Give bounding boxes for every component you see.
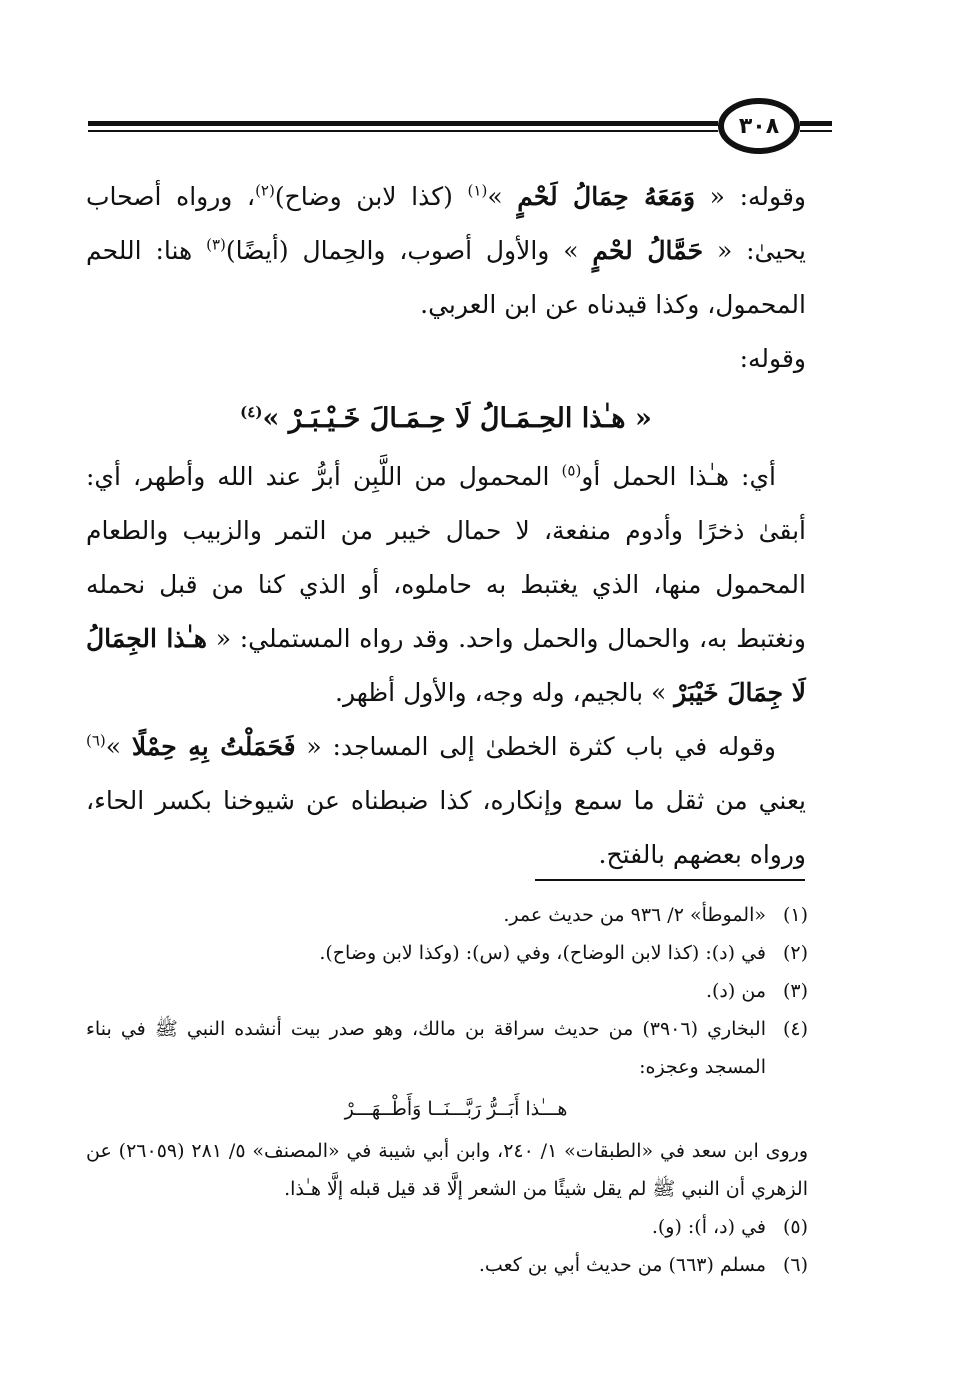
footnote-1 xyxy=(86,896,808,934)
footnote-ref: (٣) xyxy=(206,235,226,254)
page-header xyxy=(0,0,954,170)
footnote-ref: (٥) xyxy=(561,461,582,480)
footnote-4 xyxy=(86,1010,808,1132)
footnote-text: البخاري (٣٩٠٦) من حديث سراقة بن مالك، وهو صدر بيت أنشده النبي ﷺ في بناء المسجد وعجزه: xyxy=(86,1018,766,1078)
header-rule-right-thin xyxy=(800,130,832,132)
footnote-text: «الموطأ» ٢/ ٩٣٦ من حديث عمر. xyxy=(503,904,766,926)
footnote-number: (٣) xyxy=(782,980,808,1002)
text: » بالجيم، وله وجه، والأول أظهر. xyxy=(335,678,675,707)
text: » والأول أصوب، والحِمال (أيضًا) xyxy=(225,236,593,265)
footnote-number: (٢) xyxy=(782,942,808,964)
paragraph-4 xyxy=(86,720,806,882)
text: وقوله في باب كثرة الخطىٰ إلى المساجد: « xyxy=(295,732,776,761)
footnote-number: (٥) xyxy=(782,1216,808,1238)
footnote-2 xyxy=(86,934,808,972)
footnote-number: (١) xyxy=(782,904,808,926)
page-number-oval xyxy=(718,98,800,154)
paragraph-3 xyxy=(86,450,806,720)
footnote-text: من (د). xyxy=(705,980,766,1002)
verse-line xyxy=(86,392,806,446)
footnote-number: (٦) xyxy=(782,1254,808,1276)
page-number: ٣٠٨ xyxy=(738,113,780,139)
paragraph-1 xyxy=(86,170,806,332)
paragraph-2: وقوله: xyxy=(739,344,806,373)
text: أي: هـٰذا الحمل أو xyxy=(581,462,776,491)
text: يعني من ثقل ما سمع وإنكاره، كذا ضبطناه عن شيوخنا بكسر الحاء، ورواه بعضهم بالفتح. xyxy=(86,786,806,869)
footnote-body xyxy=(86,1010,766,1132)
header-rule-thick xyxy=(88,121,718,126)
text: (كذا لابن وضاح) xyxy=(274,182,468,211)
footnote-ref: (٢) xyxy=(255,181,275,200)
footnote-separator xyxy=(535,879,805,881)
text: المحمول من اللَّبِن أبرُّ عند الله وأطهر، أي: أبقىٰ ذخرًا وأدوم منفعة، لا حمال خيبر من التمر والزبيب والطعام المحمول منها، الذي يغتبط به حاملوه، أو الذي كنا من قبل نحمله ونغتبط به، والحمال والحمل واحد. وقد رواه المستملي: « xyxy=(86,462,806,653)
text: وقوله: « xyxy=(695,182,806,211)
footnote-6 xyxy=(86,1246,808,1284)
footnote-ref: (١) xyxy=(467,181,488,200)
footnote-verse: هـــٰذا أَبَــرُّ رَبَّـــنَــا وَأَطْــهَـــرْ xyxy=(344,1098,568,1120)
footnote-text: مسلم (٦٦٣) من حديث أبي بن كعب. xyxy=(478,1254,766,1276)
footnote-ref: (٤) xyxy=(240,403,263,421)
quoted-hadith: هـٰذا الجِمَالُ لَا جِمَالَ خَيْبَرْ xyxy=(86,624,806,707)
footnote-number: (٤) xyxy=(782,1018,808,1040)
quoted-hadith: وَمَعَهُ حِمَالُ لَحْمٍ xyxy=(517,182,696,211)
footnotes xyxy=(86,896,808,1284)
text: ، ورواه أصحاب يحيىٰ: « xyxy=(86,182,807,265)
text: » xyxy=(487,182,518,211)
text: » xyxy=(105,732,132,761)
footnote-5 xyxy=(86,1208,808,1246)
quoted-hadith: فَحَمَلْتُ بِهِ حِمْلًا xyxy=(131,732,296,761)
footnote-4-continuation: وروى ابن سعد في «الطبقات» ١/ ٢٤٠، وابن أبي شيبة في «المصنف» ٥/ ٢٨١ (٢٦٠٥٩) عن الزهري أن النبي ﷺ لم يقل شيئًا من الشعر إلَّا قد قيل قبله إلَّا هـٰذا. xyxy=(86,1140,808,1200)
footnote-ref: (٦) xyxy=(86,731,106,750)
text: هنا: اللحم المحمول، وكذا قيدناه عن ابن العربي. xyxy=(86,236,806,319)
main-text xyxy=(86,170,806,882)
footnote-3 xyxy=(86,972,808,1010)
header-rule-right-thick xyxy=(800,121,832,126)
footnote-text: في (د، أ): (و). xyxy=(651,1216,766,1238)
footnote-text: في (د): (كذا لابن الوضاح)، وفي (س): (وكذا لابن وضاح). xyxy=(319,942,766,964)
verse-text: « هـٰذا الحِـمَـالُ لَا حِـمَـالَ خَـيْـبَـرْ » xyxy=(262,403,652,434)
quoted-hadith: حَمَّالُ لحْمٍ xyxy=(592,236,704,265)
header-rule-thin xyxy=(88,130,718,132)
